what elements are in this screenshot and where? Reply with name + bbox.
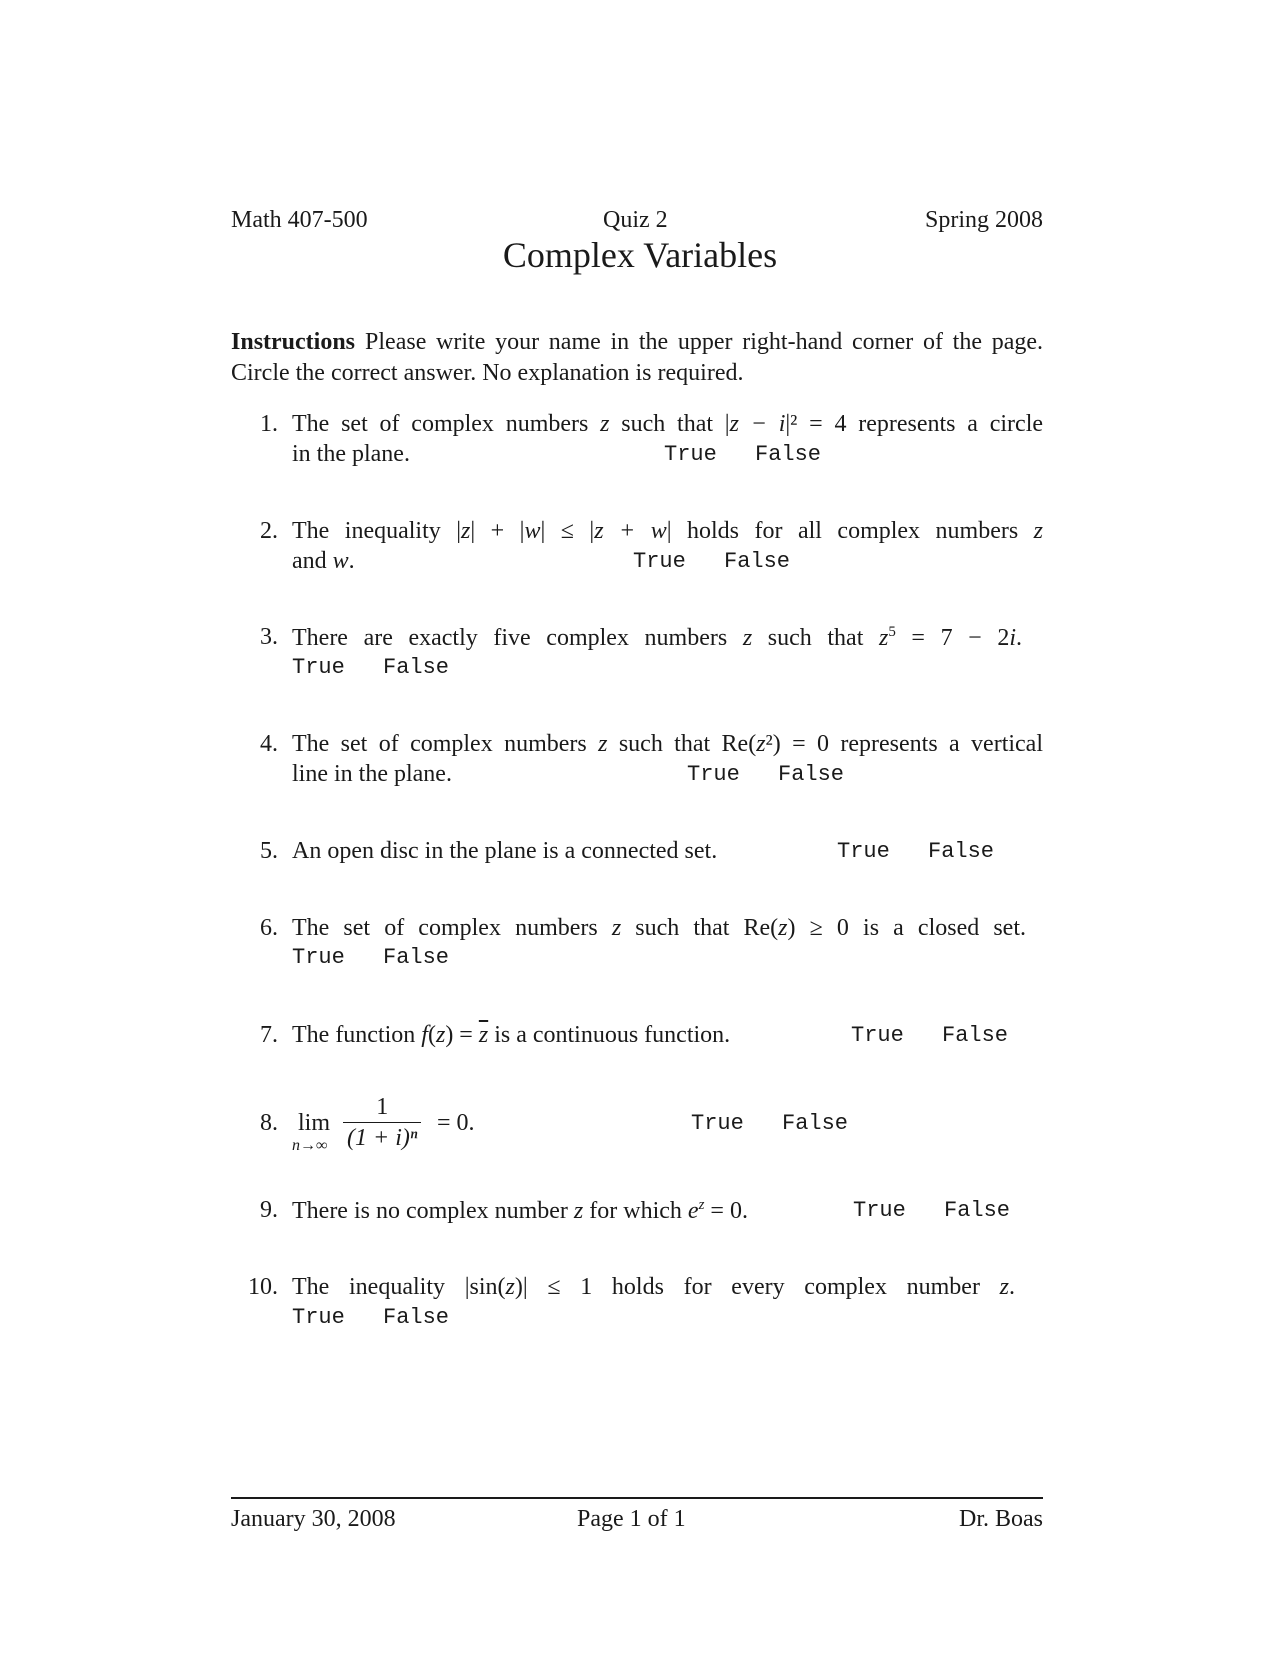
fraction-denominator: (1 + i)ⁿ: [347, 1125, 418, 1151]
true-option[interactable]: True: [853, 1198, 906, 1223]
footer-date: January 30, 2008: [231, 1506, 396, 1532]
limit-operator: lim: [298, 1110, 331, 1136]
false-option[interactable]: False: [782, 1111, 849, 1136]
true-option[interactable]: True: [292, 1305, 345, 1330]
question-text: An open disc in the plane is a connected set.: [292, 838, 718, 864]
limit-equals: = 0.: [437, 1110, 475, 1136]
question-text-line2: in the plane.: [292, 441, 410, 467]
false-option[interactable]: False: [942, 1023, 1009, 1048]
question-number: 5.: [260, 838, 278, 864]
question-number: 4.: [260, 731, 278, 757]
false-option[interactable]: False: [383, 945, 450, 970]
false-option[interactable]: False: [928, 839, 995, 864]
false-option[interactable]: False: [755, 442, 822, 467]
footer-divider: [231, 1497, 1043, 1499]
instructions-label: Instructions: [231, 329, 356, 355]
question-text: The set of complex numbers z such that Re(z²) = 0 represents a vertical: [292, 731, 1044, 757]
true-option[interactable]: True: [664, 442, 717, 467]
footer-page-number: Page 1 of 1: [577, 1506, 686, 1532]
limit-fraction: [343, 1092, 421, 1153]
question-number: 6.: [260, 915, 278, 941]
question-text: The inequality |z| + |w| ≤ |z + w| holds for all complex numbers z: [292, 518, 1044, 544]
false-option[interactable]: False: [778, 762, 845, 787]
limit-subscript: n→∞: [292, 1137, 328, 1154]
question-text-line2: line in the plane.: [292, 761, 452, 787]
question-text: The inequality |sin(z)| ≤ 1 holds for every complex number z.: [292, 1274, 1015, 1300]
footer-author: Dr. Boas: [959, 1506, 1043, 1532]
true-option[interactable]: True: [687, 762, 740, 787]
question-text: The function $f(z) = \overline{z}$ is a continuous function.: [292, 1022, 731, 1048]
question-text: There is no complex number z for which $e^z = 0$.: [292, 1197, 748, 1224]
true-option[interactable]: True: [851, 1023, 904, 1048]
question-text-line2: and w.: [292, 548, 355, 574]
false-option[interactable]: False: [383, 655, 450, 680]
quiz-label: Quiz 2: [603, 207, 668, 233]
question-text: The set of complex numbers z such that Re(z) ≥ 0 is a closed set.: [292, 915, 1027, 941]
question-text: There are exactly five complex numbers z such that $z^5 = 7 - 2i$.: [292, 624, 1022, 651]
true-option[interactable]: True: [292, 655, 345, 680]
instructions-text: Please write your name in the upper right-hand corner of the page. Circle the correct answer. No explanation is required.: [231, 329, 1043, 386]
question-number: 2.: [260, 518, 278, 544]
true-option[interactable]: True: [633, 549, 686, 574]
true-option[interactable]: True: [292, 945, 345, 970]
page-title: Complex Variables: [502, 235, 778, 275]
question-text: The set of complex numbers z such that |z − i|² = 4 represents a circle: [292, 411, 1044, 437]
question-number: 3.: [260, 624, 278, 650]
question-number: 10.: [248, 1274, 278, 1300]
question-number: 7.: [260, 1022, 278, 1048]
course-label: Math 407-500: [231, 207, 368, 233]
false-option[interactable]: False: [944, 1198, 1011, 1223]
question-number: 9.: [260, 1197, 278, 1223]
instructions: [231, 327, 1043, 389]
term-label: Spring 2008: [924, 207, 1043, 233]
false-option[interactable]: False: [724, 549, 791, 574]
fraction-numerator: 1: [343, 1092, 421, 1123]
question-number: 1.: [260, 411, 278, 437]
question-number: 8.: [260, 1110, 278, 1136]
false-option[interactable]: False: [383, 1305, 450, 1330]
true-option[interactable]: True: [837, 839, 890, 864]
true-option[interactable]: True: [691, 1111, 744, 1136]
